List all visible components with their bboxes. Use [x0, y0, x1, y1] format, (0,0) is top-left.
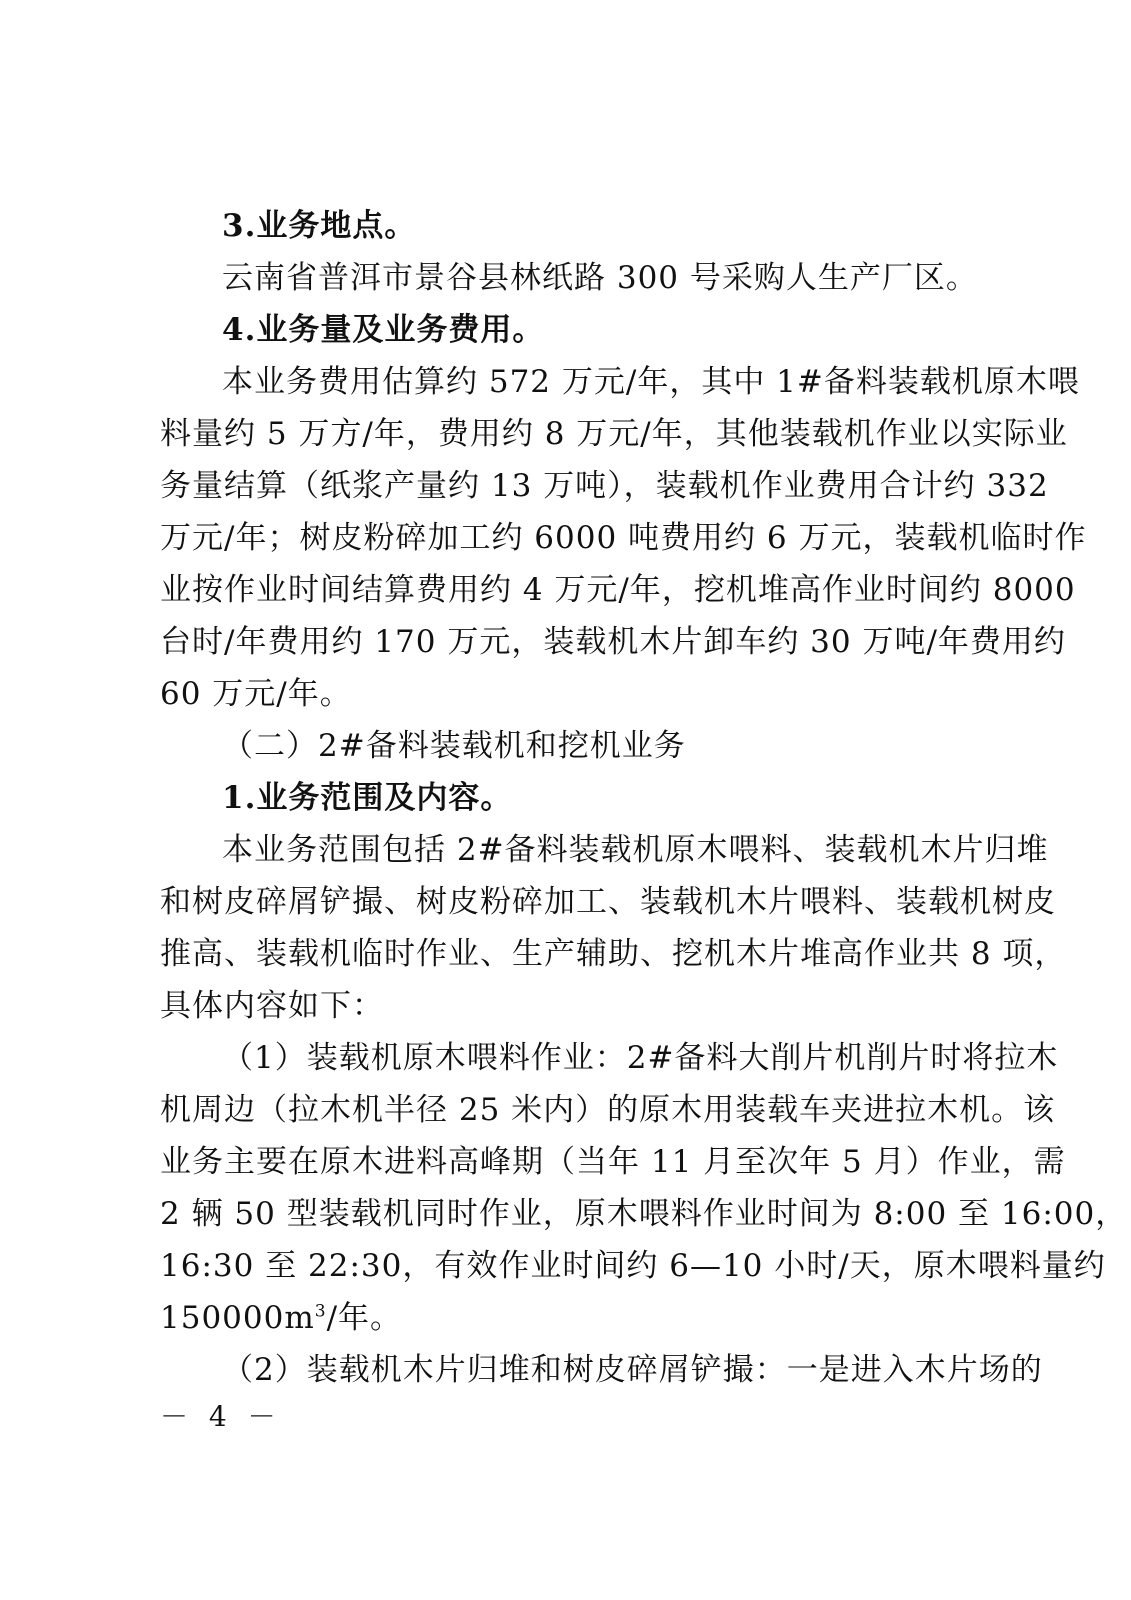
section-heading — [160, 772, 980, 824]
section-heading — [160, 200, 980, 252]
text-line: 云南省普洱市景谷县林纸路 300 号采购人生产厂区。 — [222, 260, 978, 296]
text-line: 3.业务地点。 — [222, 208, 417, 244]
text-line: 本业务范围包括 2#备料装载机原木喂料、装载机木片归堆 — [222, 832, 1049, 868]
text-line: 本业务费用估算约 572 万元/年，其中 1#备料装载机原木喂 — [222, 364, 1080, 400]
text-line: 和树皮碎屑铲撮、树皮粉碎加工、装载机木片喂料、装载机树皮 — [160, 884, 1056, 920]
text-line: 料量约 5 万方/年，费用约 8 万元/年，其他装载机作业以实际业 — [160, 416, 1068, 452]
section-heading — [160, 304, 980, 356]
text-line: （二）2#备料装载机和挖机业务 — [222, 728, 686, 764]
text-line: 1.业务范围及内容。 — [222, 780, 513, 816]
text-line: 推高、装载机临时作业、生产辅助、挖机木片堆高作业共 8 项， — [160, 936, 1067, 972]
text-line: $150000m^3/$年。 — [160, 1300, 403, 1336]
text-line: （2）装载机木片归堆和树皮碎屑铲撮：一是进入木片场的 — [222, 1352, 1043, 1388]
text-line: （1）装载机原木喂料作业：2#备料大削片机削片时将拉木 — [222, 1040, 1059, 1076]
text-line: 2 辆 50 型装载机同时作业，原木喂料作业时间为 8:00 至 16:00， — [160, 1196, 1128, 1232]
text-line: 16:30 至 22:30，有效作业时间约 6—10 小时/天，原木喂料量约 — [160, 1248, 1106, 1284]
text-line: 业务主要在原木进料高峰期（当年 11 月至次年 5 月）作业，需 — [160, 1144, 1066, 1180]
paragraph — [160, 824, 1067, 1032]
text-line: 台时/年费用约 170 万元，装载机木片卸车约 30 万吨/年费用约 — [160, 624, 1066, 660]
text-line: 机周边（拉木机半径 25 米内）的原木用装载车夹进拉木机。该 — [160, 1092, 1056, 1128]
paragraph — [160, 356, 1087, 720]
paragraph — [160, 252, 980, 304]
text-line: 60 万元/年。 — [160, 676, 352, 712]
paragraph — [160, 1032, 1128, 1344]
text-line: 具体内容如下： — [160, 988, 384, 1024]
text-line: 4.业务量及业务费用。 — [222, 312, 545, 348]
page-number: － 4 － — [160, 1400, 282, 1433]
text-line: 务量结算（纸浆产量约 13 万吨），装载机作业费用合计约 332 — [160, 468, 1049, 504]
text-line: 业按作业时间结算费用约 4 万元/年，挖机堆高作业时间约 8000 — [160, 572, 1076, 608]
paragraph — [160, 1344, 1043, 1396]
document-body — [160, 200, 1128, 1396]
section-heading — [160, 720, 980, 772]
text-line: 万元/年；树皮粉碎加工约 6000 吨费用约 6 万元，装载机临时作 — [160, 520, 1087, 556]
